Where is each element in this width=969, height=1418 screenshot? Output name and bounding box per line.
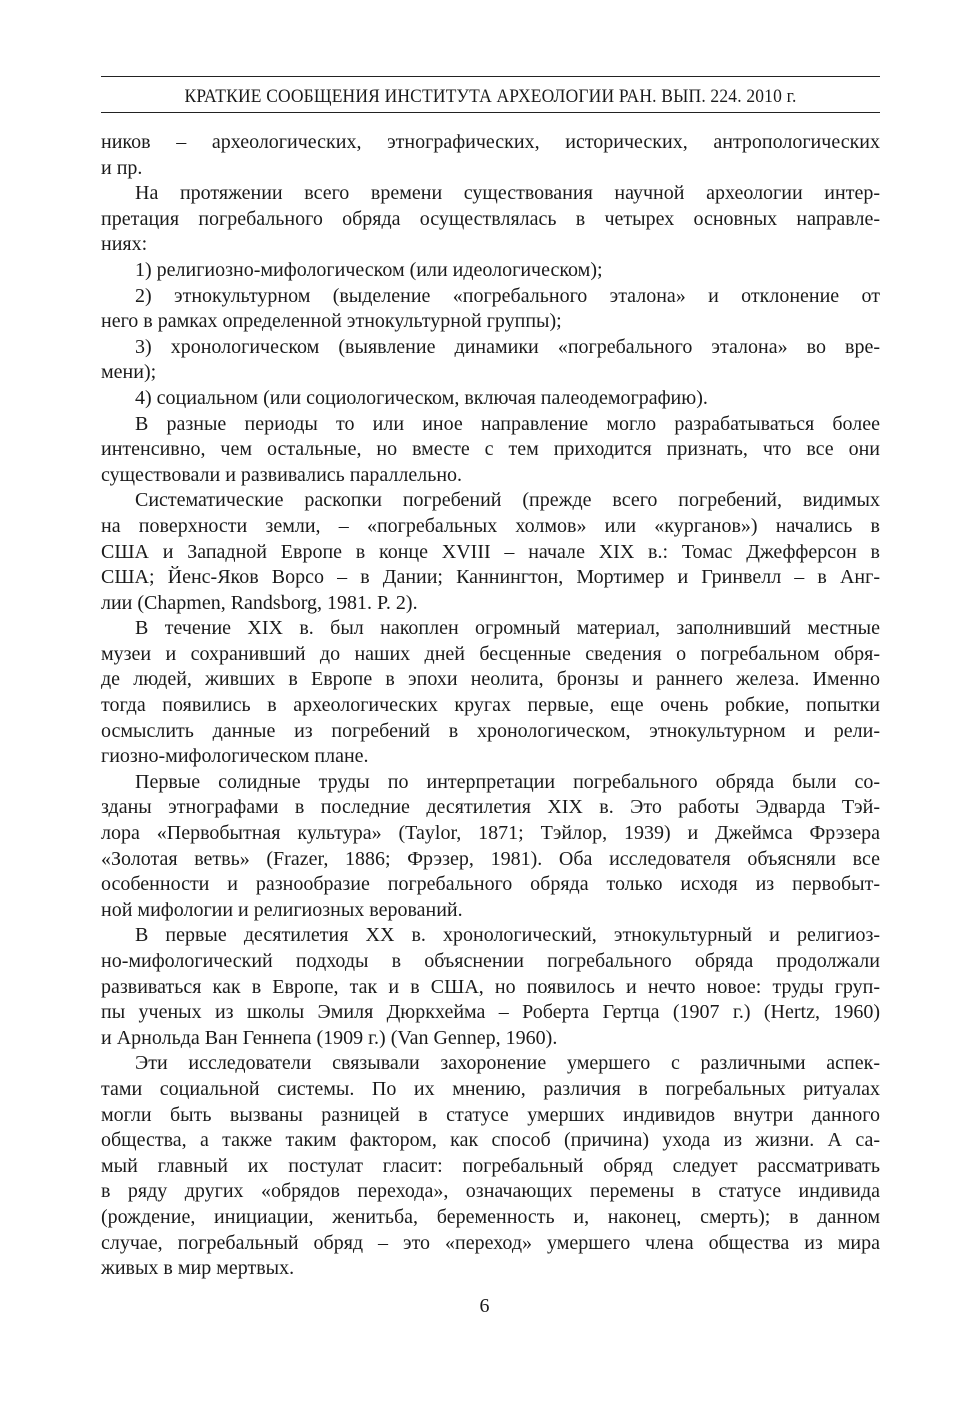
text-line: пы ученых из школы Эмиля Дюркхейма – Роберта Гертца (1907 г.) (Hertz, 1960) xyxy=(101,1001,880,1024)
header-top-rule xyxy=(101,76,880,77)
text-line: но-мифологический подходы в объяснении погребального обряда продолжали xyxy=(101,950,880,972)
text-line: особенности и разнообразие погребального обряда только исходя из первобыт- xyxy=(101,873,880,896)
text-line: развиваться как в Европе, так и в США, но появилось и нечто новое: труды груп- xyxy=(101,975,880,998)
text-line: ниях: xyxy=(101,233,148,256)
text-line: общества, а также таким фактором, как способ (причина) ухода из жизни. А са- xyxy=(101,1129,880,1152)
text-line: США и Западной Европе в конце XVIII – начале XIX в.: Томас Джефферсон в xyxy=(101,540,880,563)
text-line: живых в мир мертвых. xyxy=(101,1257,295,1280)
text-line: На протяжении всего времени существования научной археологии интер- xyxy=(135,182,880,205)
paragraph xyxy=(101,412,880,489)
text-line: существовали и развивались параллельно. xyxy=(101,463,463,486)
running-header: КРАТКИЕ СООБЩЕНИЯ ИНСТИТУТА АРХЕОЛОГИИ РАН. ВЫП. 224. 2010 г. xyxy=(184,86,797,107)
text-line: тогда появились в археологических кругах первые, еще очень робкие, попытки xyxy=(101,694,880,717)
text-line: ной мифологии и религиозных верований. xyxy=(101,898,463,921)
text-line: Первые солидные труды по интерпретации погребального обряда были со- xyxy=(135,770,880,793)
paragraph xyxy=(101,386,880,412)
text-line: лии (Chapmen, Randsborg, 1981. P. 2). xyxy=(101,591,418,614)
paragraph xyxy=(101,258,880,284)
text-line: претация погребального обряда осуществлялась в четырех основных направле- xyxy=(101,207,880,230)
text-line: гиозно-мифологическом плане. xyxy=(101,745,369,768)
header-bottom-rule xyxy=(101,112,880,113)
text-line: 4) социальном (или социологическом, включая палеодемографию). xyxy=(135,386,708,409)
text-line: в ряду других «обрядов перехода», означающих перемены в статусе индивида xyxy=(101,1180,880,1203)
text-line: 1) религиозно-мифологическом (или идеологическом); xyxy=(135,258,603,281)
text-line: случае, погребальный обряд – это «переход» умершего члена общества из мира xyxy=(101,1231,880,1254)
text-line: мый главный их постулат гласит: погребальный обряд следует рассматривать xyxy=(101,1154,880,1177)
paragraph xyxy=(101,284,880,335)
text-line: лора «Первобытная культура» (Taylor, 1871; Тэйлор, 1939) и Джеймса Фрэзера xyxy=(101,822,880,845)
text-line: 3) хронологическом (выявление динамики «погребального эталона» во вре- xyxy=(135,335,880,358)
text-line: ников – археологических, этнографических, исторических, антропологических xyxy=(101,131,880,153)
text-line: (рождение, инициации, женитьба, беременность и, наконец, смерть); в данном xyxy=(101,1205,880,1228)
text-line: осмыслить данные из погребений в хронологическом, этнокультурном и рели- xyxy=(101,719,880,742)
text-line: него в рамках определенной этнокультурной группы); xyxy=(101,310,562,333)
text-line: музеи и сохранивший до наших дней бесценные сведения о погребальном обря- xyxy=(101,642,880,665)
text-line: В первые десятилетия XX в. хронологический, этнокультурный и религиоз- xyxy=(135,924,880,947)
text-line: тами социальной системы. По их мнению, различия в погребальных ритуалах xyxy=(101,1077,880,1100)
text-line: 2) этнокультурном (выделение «погребального эталона» и отклонение от xyxy=(135,284,880,307)
text-line: В течение XIX в. был накоплен огромный материал, заполнивший местные xyxy=(135,617,880,640)
text-line: интенсивно, чем остальные, но вместе с тем приходится признать, что все они xyxy=(101,438,880,461)
text-line: «Золотая ветвь» (Frazer, 1886; Фрэзер, 1981). Оба исследователя объясняли все xyxy=(101,847,880,870)
page-number: 6 xyxy=(479,1295,490,1317)
text-line: мени); xyxy=(101,361,157,384)
text-line: де людей, живших в Европе в эпохи неолита, бронзы и раннего железа. Именно xyxy=(101,668,880,691)
paragraph xyxy=(101,1051,880,1281)
text-line: В разные периоды то или иное направление могло разрабатываться более xyxy=(135,412,880,435)
text-line: Эти исследователи связывали захоронение умершего с различными аспек- xyxy=(135,1052,880,1075)
text-line: могли быть вызваны разницей в статусе умерших индивидов внутри данного xyxy=(101,1103,880,1126)
text-line: и Арнольда Ван Геннепа (1909 г.) (Van Gennep, 1960). xyxy=(101,1026,558,1049)
text-line: Систематические раскопки погребений (прежде всего погребений, видимых xyxy=(135,489,880,512)
paragraph xyxy=(101,181,880,258)
paragraph xyxy=(101,770,880,924)
paragraph xyxy=(101,130,880,181)
paragraph xyxy=(101,335,880,386)
paragraph xyxy=(101,488,880,616)
paragraph xyxy=(101,616,880,770)
text-line: на поверхности земли, – «погребальных холмов» или «курганов») начались в xyxy=(101,514,880,537)
paragraph xyxy=(101,923,880,1051)
text-line: зданы этнографами в последние десятилетия XIX в. Это работы Эдварда Тэй- xyxy=(101,796,880,819)
text-line: и пр. xyxy=(101,156,143,179)
text-line: США; Йенс-Яков Ворсо – в Дании; Каннингтон, Мортимер и Гринвелл – в Анг- xyxy=(101,566,880,589)
body-text xyxy=(101,130,880,1282)
